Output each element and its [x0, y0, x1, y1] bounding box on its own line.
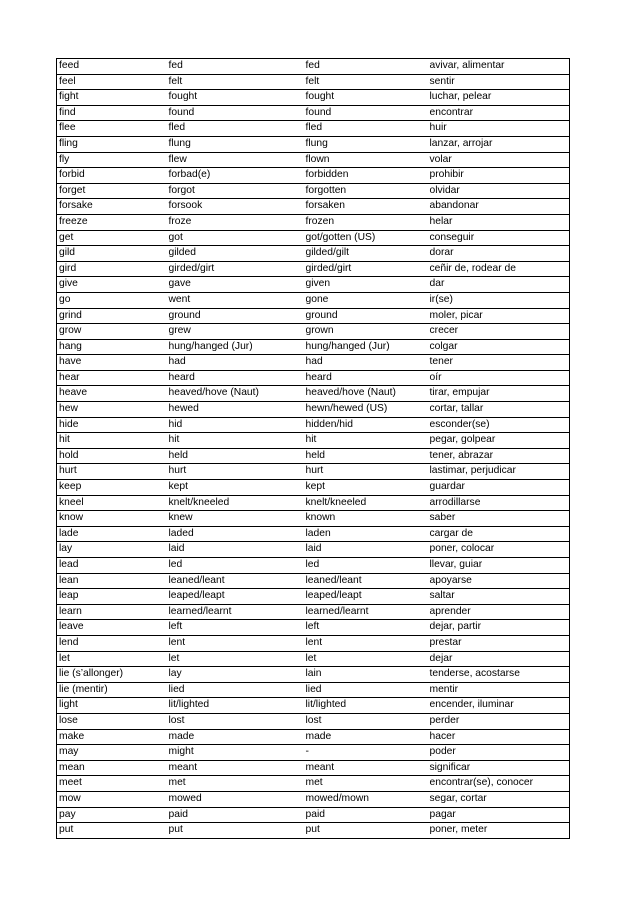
- past-participle-cell: had: [304, 355, 428, 371]
- table-row: [57, 433, 570, 449]
- table-row: [57, 448, 570, 464]
- past-participle-cell: hit: [304, 433, 428, 449]
- infinitive-cell: hold: [57, 448, 167, 464]
- infinitive-cell: let: [57, 651, 167, 667]
- table-row: [57, 604, 570, 620]
- past-participle-cell: lit/lighted: [304, 698, 428, 714]
- infinitive-cell: make: [57, 729, 167, 745]
- past-participle-cell: left: [304, 620, 428, 636]
- translation-cell: conseguir: [428, 230, 570, 246]
- table-row: [57, 355, 570, 371]
- infinitive-cell: lend: [57, 635, 167, 651]
- translation-cell: esconder(se): [428, 417, 570, 433]
- translation-cell: oír: [428, 370, 570, 386]
- infinitive-cell: mean: [57, 760, 167, 776]
- infinitive-cell: leave: [57, 620, 167, 636]
- infinitive-cell: gird: [57, 261, 167, 277]
- translation-cell: lanzar, arrojar: [428, 136, 570, 152]
- infinitive-cell: kneel: [57, 495, 167, 511]
- past-simple-cell: led: [167, 558, 304, 574]
- past-participle-cell: lent: [304, 635, 428, 651]
- past-participle-cell: leaned/leant: [304, 573, 428, 589]
- past-participle-cell: felt: [304, 74, 428, 90]
- infinitive-cell: lie (mentir): [57, 682, 167, 698]
- translation-cell: helar: [428, 214, 570, 230]
- past-participle-cell: met: [304, 776, 428, 792]
- past-participle-cell: let: [304, 651, 428, 667]
- table-row: [57, 823, 570, 839]
- past-simple-cell: hid: [167, 417, 304, 433]
- past-participle-cell: forbidden: [304, 168, 428, 184]
- table-row: [57, 542, 570, 558]
- past-simple-cell: leaped/leapt: [167, 589, 304, 605]
- table-row: [57, 136, 570, 152]
- past-participle-cell: known: [304, 511, 428, 527]
- translation-cell: cortar, tallar: [428, 402, 570, 418]
- table-row: [57, 168, 570, 184]
- infinitive-cell: go: [57, 292, 167, 308]
- past-simple-cell: heaved/hove (Naut): [167, 386, 304, 402]
- translation-cell: volar: [428, 152, 570, 168]
- past-participle-cell: kept: [304, 480, 428, 496]
- translation-cell: arrodillarse: [428, 495, 570, 511]
- table-row: [57, 183, 570, 199]
- past-participle-cell: laden: [304, 526, 428, 542]
- translation-cell: encontrar: [428, 105, 570, 121]
- infinitive-cell: know: [57, 511, 167, 527]
- past-participle-cell: made: [304, 729, 428, 745]
- past-simple-cell: put: [167, 823, 304, 839]
- infinitive-cell: lade: [57, 526, 167, 542]
- translation-cell: pagar: [428, 807, 570, 823]
- translation-cell: guardar: [428, 480, 570, 496]
- past-simple-cell: might: [167, 745, 304, 761]
- translation-cell: significar: [428, 760, 570, 776]
- translation-cell: colgar: [428, 339, 570, 355]
- table-row: [57, 464, 570, 480]
- past-participle-cell: meant: [304, 760, 428, 776]
- infinitive-cell: fight: [57, 90, 167, 106]
- table-row: [57, 807, 570, 823]
- infinitive-cell: light: [57, 698, 167, 714]
- past-simple-cell: had: [167, 355, 304, 371]
- infinitive-cell: pay: [57, 807, 167, 823]
- past-simple-cell: hung/hanged (Jur): [167, 339, 304, 355]
- infinitive-cell: hurt: [57, 464, 167, 480]
- translation-cell: luchar, pelear: [428, 90, 570, 106]
- past-simple-cell: lit/lighted: [167, 698, 304, 714]
- infinitive-cell: hew: [57, 402, 167, 418]
- past-simple-cell: made: [167, 729, 304, 745]
- table-row: [57, 558, 570, 574]
- past-simple-cell: forsook: [167, 199, 304, 215]
- past-simple-cell: gave: [167, 277, 304, 293]
- past-participle-cell: forgotten: [304, 183, 428, 199]
- table-row: [57, 745, 570, 761]
- table-row: [57, 59, 570, 75]
- infinitive-cell: hear: [57, 370, 167, 386]
- table-row: [57, 74, 570, 90]
- translation-cell: aprender: [428, 604, 570, 620]
- translation-cell: dejar: [428, 651, 570, 667]
- table-row: [57, 511, 570, 527]
- past-simple-cell: knew: [167, 511, 304, 527]
- translation-cell: ir(se): [428, 292, 570, 308]
- infinitive-cell: meet: [57, 776, 167, 792]
- translation-cell: huir: [428, 121, 570, 137]
- past-participle-cell: hung/hanged (Jur): [304, 339, 428, 355]
- infinitive-cell: mow: [57, 791, 167, 807]
- table-row: [57, 339, 570, 355]
- translation-cell: poder: [428, 745, 570, 761]
- infinitive-cell: lie (s’allonger): [57, 667, 167, 683]
- translation-cell: saltar: [428, 589, 570, 605]
- infinitive-cell: gild: [57, 246, 167, 262]
- past-simple-cell: let: [167, 651, 304, 667]
- table-row: [57, 417, 570, 433]
- past-simple-cell: flew: [167, 152, 304, 168]
- past-participle-cell: got/gotten (US): [304, 230, 428, 246]
- past-simple-cell: lay: [167, 667, 304, 683]
- translation-cell: dar: [428, 277, 570, 293]
- infinitive-cell: forsake: [57, 199, 167, 215]
- table-row: [57, 651, 570, 667]
- infinitive-cell: learn: [57, 604, 167, 620]
- table-row: [57, 105, 570, 121]
- past-participle-cell: fled: [304, 121, 428, 137]
- past-simple-cell: forgot: [167, 183, 304, 199]
- translation-cell: dorar: [428, 246, 570, 262]
- past-simple-cell: went: [167, 292, 304, 308]
- past-simple-cell: kept: [167, 480, 304, 496]
- past-simple-cell: met: [167, 776, 304, 792]
- translation-cell: sentir: [428, 74, 570, 90]
- infinitive-cell: leap: [57, 589, 167, 605]
- past-participle-cell: heard: [304, 370, 428, 386]
- infinitive-cell: give: [57, 277, 167, 293]
- table-row: [57, 682, 570, 698]
- infinitive-cell: find: [57, 105, 167, 121]
- past-participle-cell: given: [304, 277, 428, 293]
- past-simple-cell: girded/girt: [167, 261, 304, 277]
- translation-cell: encontrar(se), conocer: [428, 776, 570, 792]
- translation-cell: crecer: [428, 324, 570, 340]
- translation-cell: llevar, guiar: [428, 558, 570, 574]
- past-participle-cell: paid: [304, 807, 428, 823]
- translation-cell: tirar, empujar: [428, 386, 570, 402]
- past-simple-cell: grew: [167, 324, 304, 340]
- past-simple-cell: fought: [167, 90, 304, 106]
- infinitive-cell: have: [57, 355, 167, 371]
- past-participle-cell: gone: [304, 292, 428, 308]
- past-simple-cell: hit: [167, 433, 304, 449]
- past-simple-cell: knelt/kneeled: [167, 495, 304, 511]
- translation-cell: tenderse, acostarse: [428, 667, 570, 683]
- table-row: [57, 620, 570, 636]
- translation-cell: cargar de: [428, 526, 570, 542]
- past-participle-cell: heaved/hove (Naut): [304, 386, 428, 402]
- infinitive-cell: lean: [57, 573, 167, 589]
- past-simple-cell: got: [167, 230, 304, 246]
- table-row: [57, 495, 570, 511]
- past-simple-cell: lent: [167, 635, 304, 651]
- translation-cell: dejar, partir: [428, 620, 570, 636]
- translation-cell: pegar, golpear: [428, 433, 570, 449]
- past-simple-cell: lied: [167, 682, 304, 698]
- past-simple-cell: laded: [167, 526, 304, 542]
- translation-cell: olvidar: [428, 183, 570, 199]
- table-row: [57, 667, 570, 683]
- table-row: [57, 230, 570, 246]
- translation-cell: hacer: [428, 729, 570, 745]
- infinitive-cell: feel: [57, 74, 167, 90]
- table-row: [57, 760, 570, 776]
- irregular-verbs-table: [56, 58, 570, 839]
- translation-cell: avivar, alimentar: [428, 59, 570, 75]
- table-row: [57, 90, 570, 106]
- infinitive-cell: grow: [57, 324, 167, 340]
- infinitive-cell: keep: [57, 480, 167, 496]
- translation-cell: tener: [428, 355, 570, 371]
- verb-rows: [57, 59, 570, 839]
- infinitive-cell: forget: [57, 183, 167, 199]
- past-participle-cell: put: [304, 823, 428, 839]
- past-simple-cell: leaned/leant: [167, 573, 304, 589]
- table-row: [57, 261, 570, 277]
- infinitive-cell: forbid: [57, 168, 167, 184]
- infinitive-cell: heave: [57, 386, 167, 402]
- past-participle-cell: ground: [304, 308, 428, 324]
- past-participle-cell: hurt: [304, 464, 428, 480]
- translation-cell: prestar: [428, 635, 570, 651]
- translation-cell: poner, colocar: [428, 542, 570, 558]
- table-row: [57, 729, 570, 745]
- past-simple-cell: gilded: [167, 246, 304, 262]
- table-row: [57, 698, 570, 714]
- table-row: [57, 402, 570, 418]
- translation-cell: lastimar, perjudicar: [428, 464, 570, 480]
- infinitive-cell: hide: [57, 417, 167, 433]
- past-participle-cell: lied: [304, 682, 428, 698]
- past-participle-cell: leaped/leapt: [304, 589, 428, 605]
- table-row: [57, 526, 570, 542]
- translation-cell: tener, abrazar: [428, 448, 570, 464]
- past-simple-cell: flung: [167, 136, 304, 152]
- translation-cell: mentir: [428, 682, 570, 698]
- past-simple-cell: ground: [167, 308, 304, 324]
- infinitive-cell: hang: [57, 339, 167, 355]
- table-row: [57, 121, 570, 137]
- infinitive-cell: put: [57, 823, 167, 839]
- past-simple-cell: laid: [167, 542, 304, 558]
- infinitive-cell: lose: [57, 713, 167, 729]
- table-row: [57, 324, 570, 340]
- past-simple-cell: felt: [167, 74, 304, 90]
- past-simple-cell: mowed: [167, 791, 304, 807]
- past-simple-cell: left: [167, 620, 304, 636]
- past-participle-cell: flung: [304, 136, 428, 152]
- infinitive-cell: lead: [57, 558, 167, 574]
- infinitive-cell: freeze: [57, 214, 167, 230]
- table-row: [57, 199, 570, 215]
- translation-cell: prohibir: [428, 168, 570, 184]
- past-simple-cell: lost: [167, 713, 304, 729]
- table-row: [57, 214, 570, 230]
- past-participle-cell: grown: [304, 324, 428, 340]
- infinitive-cell: get: [57, 230, 167, 246]
- past-simple-cell: fled: [167, 121, 304, 137]
- infinitive-cell: fling: [57, 136, 167, 152]
- past-participle-cell: gilded/gilt: [304, 246, 428, 262]
- past-simple-cell: found: [167, 105, 304, 121]
- table-row: [57, 292, 570, 308]
- infinitive-cell: may: [57, 745, 167, 761]
- past-participle-cell: hidden/hid: [304, 417, 428, 433]
- table-row: [57, 635, 570, 651]
- past-participle-cell: lost: [304, 713, 428, 729]
- past-participle-cell: flown: [304, 152, 428, 168]
- infinitive-cell: flee: [57, 121, 167, 137]
- translation-cell: saber: [428, 511, 570, 527]
- table-row: [57, 370, 570, 386]
- past-participle-cell: found: [304, 105, 428, 121]
- past-participle-cell: lain: [304, 667, 428, 683]
- past-simple-cell: forbad(e): [167, 168, 304, 184]
- past-participle-cell: hewn/hewed (US): [304, 402, 428, 418]
- infinitive-cell: lay: [57, 542, 167, 558]
- table-row: [57, 713, 570, 729]
- translation-cell: poner, meter: [428, 823, 570, 839]
- infinitive-cell: feed: [57, 59, 167, 75]
- table-row: [57, 480, 570, 496]
- table-row: [57, 386, 570, 402]
- infinitive-cell: grind: [57, 308, 167, 324]
- translation-cell: moler, picar: [428, 308, 570, 324]
- table-row: [57, 152, 570, 168]
- past-simple-cell: paid: [167, 807, 304, 823]
- table-row: [57, 308, 570, 324]
- past-participle-cell: fought: [304, 90, 428, 106]
- past-simple-cell: held: [167, 448, 304, 464]
- past-simple-cell: hurt: [167, 464, 304, 480]
- infinitive-cell: hit: [57, 433, 167, 449]
- infinitive-cell: fly: [57, 152, 167, 168]
- table-row: [57, 573, 570, 589]
- translation-cell: perder: [428, 713, 570, 729]
- translation-cell: segar, cortar: [428, 791, 570, 807]
- past-participle-cell: mowed/mown: [304, 791, 428, 807]
- past-simple-cell: learned/learnt: [167, 604, 304, 620]
- past-participle-cell: -: [304, 745, 428, 761]
- translation-cell: apoyarse: [428, 573, 570, 589]
- table-row: [57, 589, 570, 605]
- translation-cell: abandonar: [428, 199, 570, 215]
- past-participle-cell: knelt/kneeled: [304, 495, 428, 511]
- translation-cell: encender, iluminar: [428, 698, 570, 714]
- past-simple-cell: fed: [167, 59, 304, 75]
- past-simple-cell: meant: [167, 760, 304, 776]
- past-participle-cell: laid: [304, 542, 428, 558]
- past-participle-cell: forsaken: [304, 199, 428, 215]
- table-row: [57, 277, 570, 293]
- past-simple-cell: heard: [167, 370, 304, 386]
- past-participle-cell: held: [304, 448, 428, 464]
- past-simple-cell: hewed: [167, 402, 304, 418]
- past-participle-cell: led: [304, 558, 428, 574]
- past-participle-cell: fed: [304, 59, 428, 75]
- table-row: [57, 776, 570, 792]
- translation-cell: ceñir de, rodear de: [428, 261, 570, 277]
- past-participle-cell: girded/girt: [304, 261, 428, 277]
- table-row: [57, 791, 570, 807]
- past-simple-cell: froze: [167, 214, 304, 230]
- past-participle-cell: frozen: [304, 214, 428, 230]
- table-row: [57, 246, 570, 262]
- past-participle-cell: learned/learnt: [304, 604, 428, 620]
